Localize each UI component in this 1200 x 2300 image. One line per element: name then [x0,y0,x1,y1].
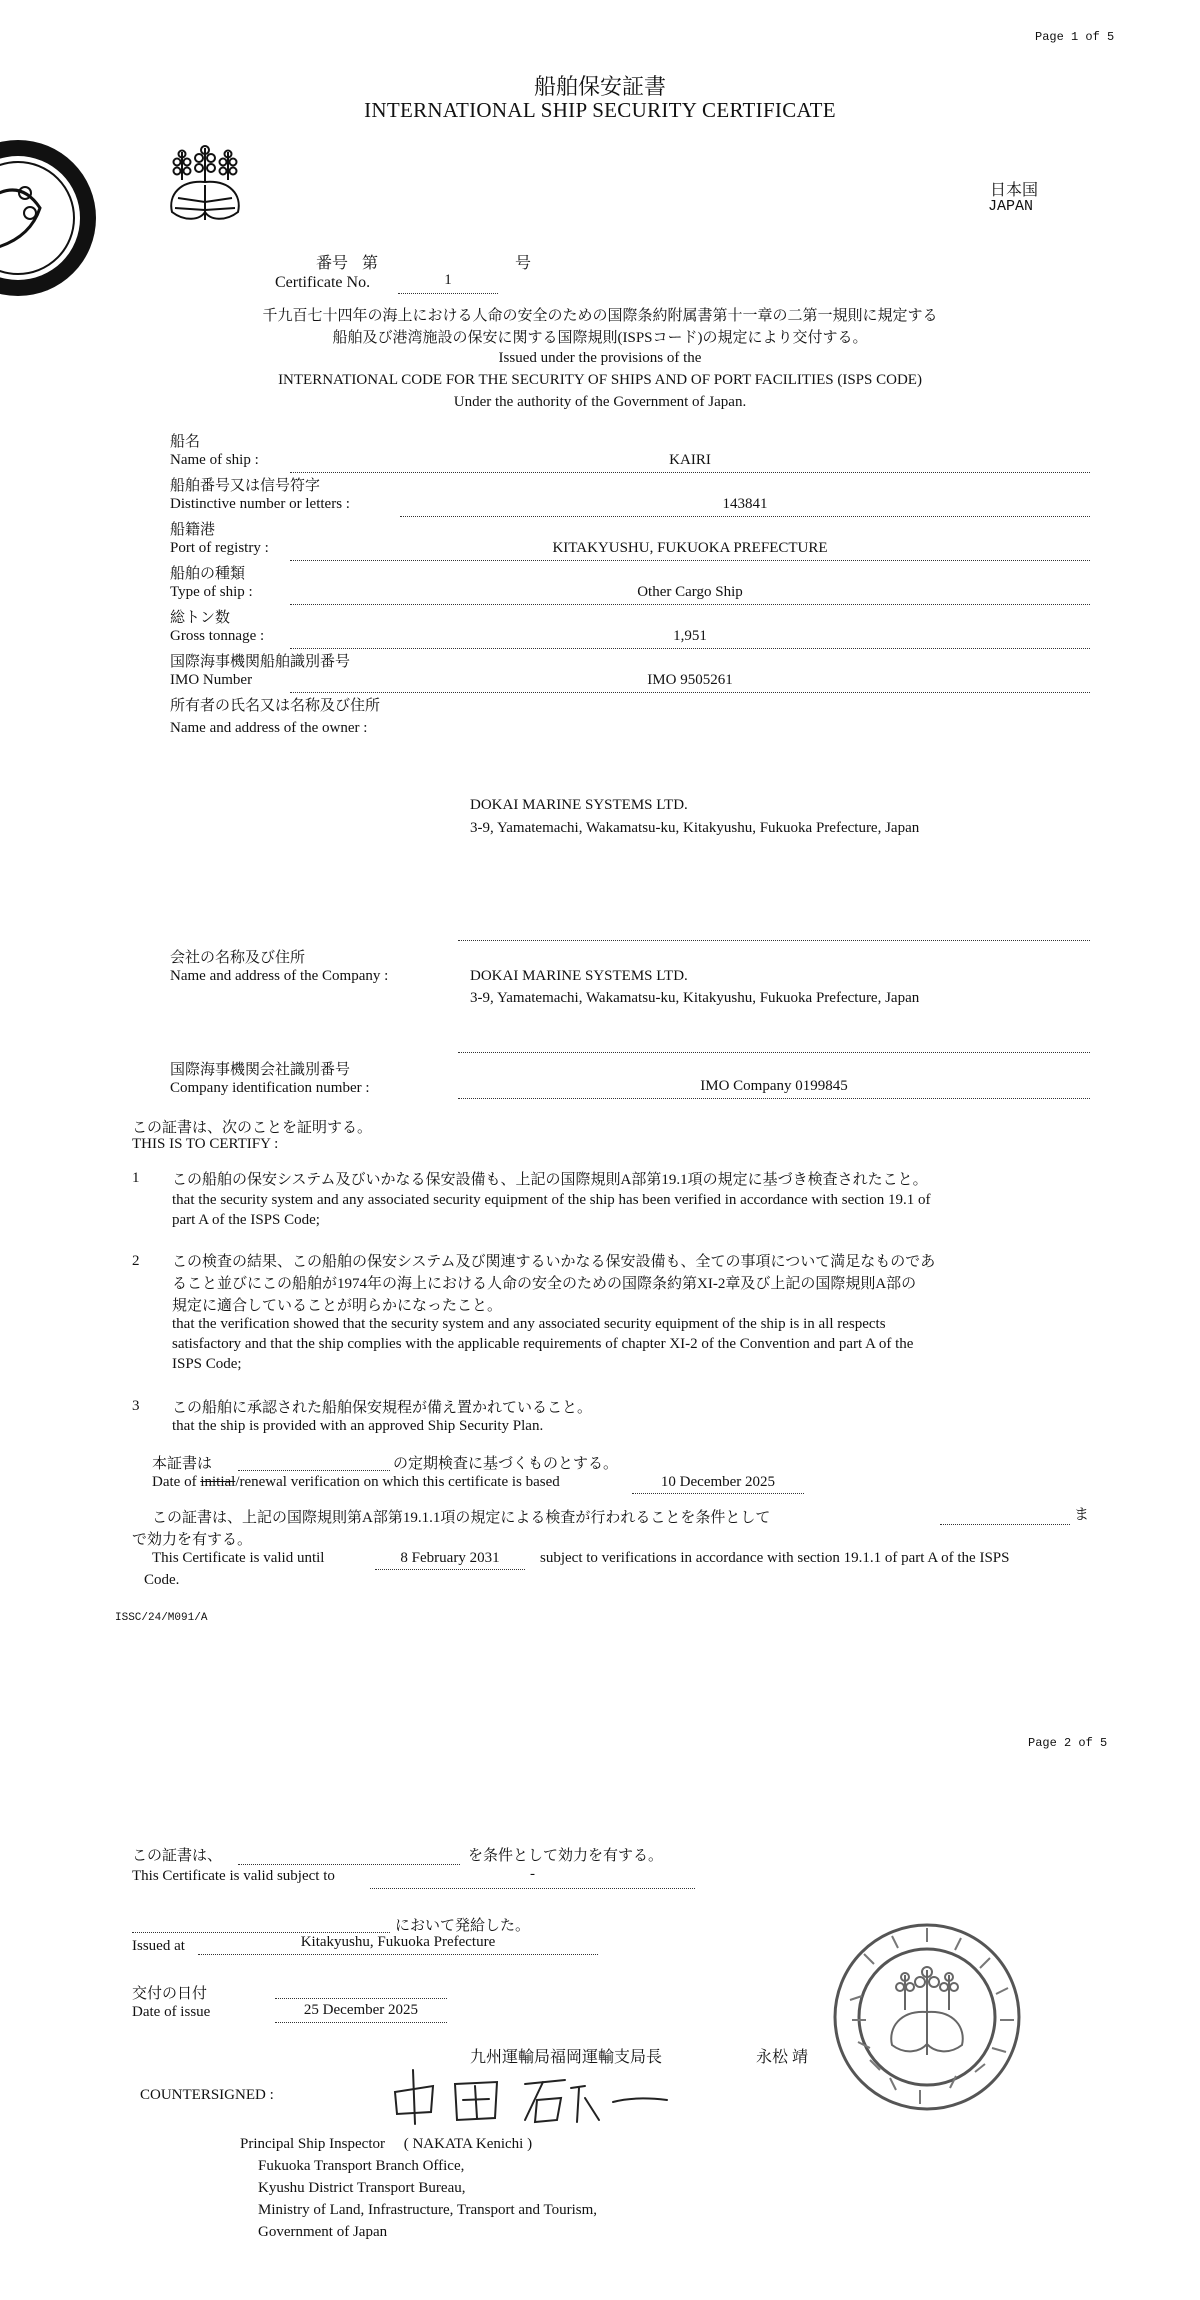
verification-jp-line [238,1470,390,1471]
inspector-line [240,2136,532,2153]
date-en: Date of issue [132,2004,211,2020]
company-id-line [458,1098,1090,1099]
date-jp: 交付の日付 [132,1986,208,2002]
owner-name: DOKAI MARINE SYSTEMS LTD. [470,797,688,813]
verification-jp-prefix: 本証書は [152,1456,213,1472]
certificate-no-label: Certificate No. [275,274,371,291]
provision-jp-2: 船舶及び港湾施設の保安に関する国際規則(ISPSコード)の規定により交付する。 [332,330,868,346]
item-2-en-3: ISPS Code; [172,1356,242,1372]
inspector-name: ( NAKATA Kenichi ) [403,2136,533,2152]
item-1-en-1: that the security system and any associated security equipment of the ship has been verified in accordance with section 19.1 of [172,1192,931,1208]
subject-jp-prefix: この証書は、 [132,1848,223,1864]
company-id-jp: 国際海事機関会社識別番号 [170,1062,351,1078]
certify-en: THIS IS TO CERTIFY : [132,1136,279,1152]
title-en: INTERNATIONAL SHIP SECURITY CERTIFICATE [364,98,836,122]
ship-name-value: KAIRI [669,452,711,468]
item-1-en-2: part A of the ISPS Code; [172,1212,320,1228]
country-en: JAPAN [988,198,1034,215]
item-1-number: 1 [132,1170,140,1186]
company-id-en: Company identification number : [170,1080,370,1096]
ship-name-en: Name of ship : [170,452,259,468]
type-value: Other Cargo Ship [637,584,743,600]
item-3-number: 3 [132,1398,140,1414]
verification-en [152,1474,560,1491]
provision-en-1: Issued under the provisions of the [498,350,702,366]
company-line [458,1052,1090,1053]
imo-line [290,692,1090,693]
distinctive-line [400,516,1090,517]
authority-jp: 九州運輸局福岡運輸支局長 [470,2049,663,2066]
distinctive-jp: 船舶番号又は信号符字 [170,478,321,494]
office-3: Ministry of Land, Infrastructure, Transport and Tourism, [258,2202,598,2218]
page-2-indicator: Page 2 of 5 [1028,1736,1108,1750]
paulownia-emblem-icon [160,140,250,230]
date-line [275,2022,447,2023]
form-code: ISSC/24/M091/A [115,1612,208,1624]
validity-jp-2: ま [1074,1507,1090,1523]
item-2-jp-1: この検査の結果、この船舶の保安システム及び関連するいかなる保安設備も、全ての事項について満足なものであ [172,1254,936,1270]
type-jp: 船舶の種類 [170,566,246,582]
validity-en-suffix: subject to verifications in accordance with section 19.1.1 of part A of the ISPS [540,1550,1010,1566]
imo-value: IMO 9505261 [647,672,733,688]
item-2-en-2: satisfactory and that the ship complies with the applicable requirements of chapter XI-2 of the Convention and part A of the [172,1336,914,1352]
subject-jp-suffix: を条件として効力を有する。 [468,1848,664,1864]
date-jp-line [275,1998,447,1999]
company-jp: 会社の名称及び住所 [170,950,306,966]
issued-value: Kitakyushu, Fukuoka Prefecture [300,1934,496,1950]
validity-en-suffix-2: Code. [144,1572,180,1588]
title-jp: 船舶保安証書 [533,74,666,99]
issued-en: Issued at [132,1938,185,1954]
issued-line [198,1954,598,1955]
imo-en: IMO Number [170,672,253,688]
company-en: Name and address of the Company : [170,968,389,984]
signature [385,2062,675,2132]
tonnage-en: Gross tonnage : [170,628,265,644]
country-jp: 日本国 [990,182,1039,199]
page-indicator: Page 1 of 5 [1035,30,1115,44]
subject-en-line [370,1888,695,1889]
number-label-jp-dai: 第 [362,255,379,272]
official-seal [830,1920,1025,2115]
owner-en: Name and address of the owner : [170,720,368,736]
validity-jp-1: この証書は、上記の国際規則第A部第19.1.1項の規定による検査が行われることを条件として [152,1510,771,1526]
tonnage-line [290,648,1090,649]
port-line [290,560,1090,561]
provision-en-3: Under the authority of the Government of Japan. [453,394,747,410]
number-label-jp-go: 号 [515,255,532,272]
item-2-jp-2: ること並びにこの船舶が1974年の海上における人命の安全のための国際条約第XI-2章及び上記の国際規則A部の [172,1276,917,1292]
provision-en-2: INTERNATIONAL CODE FOR THE SECURITY OF SHIPS AND OF PORT FACILITIES (ISPS CODE) [278,372,922,388]
provision-jp-1: 千九百七十四年の海上における人命の安全のための国際条約附属書第十一章の二第一規則に規定する [262,308,938,324]
certify-jp: この証書は、次のことを証明する。 [132,1120,373,1136]
verification-jp-suffix: の定期検査に基づくものとする。 [393,1456,619,1472]
company-id-value: IMO Company 0199845 [700,1078,848,1094]
company-address: 3-9, Yamatemachi, Wakamatsu-ku, Kitakyushu, Fukuoka Prefecture, Japan [470,990,920,1006]
issued-jp-line [132,1932,390,1933]
company-name: DOKAI MARINE SYSTEMS LTD. [470,968,688,984]
tonnage-jp: 総トン数 [170,610,231,626]
tonnage-value: 1,951 [673,628,707,644]
ship-name-jp: 船名 [170,434,201,450]
type-line [290,604,1090,605]
office-4: Government of Japan [258,2224,388,2240]
date-value: 25 December 2025 [303,2002,419,2018]
validity-en-prefix: This Certificate is valid until [152,1550,325,1566]
countersigned-label: COUNTERSIGNED : [140,2087,274,2103]
port-value: KITAKYUSHU, FUKUOKA PREFECTURE [552,540,828,556]
validity-jp-line [940,1524,1070,1525]
item-2-en-1: that the verification showed that the security system and any associated security equipment of the ship is in all respects [172,1316,886,1332]
verification-en-suffix: /renewal verification on which this certificate is based [235,1474,560,1490]
inspector-title: Principal Ship Inspector [240,2136,385,2152]
certificate-no-line [398,293,498,294]
verification-date: 10 December 2025 [660,1474,776,1490]
item-2-number: 2 [132,1253,140,1269]
distinctive-value: 143841 [722,496,768,512]
ship-name-line [290,472,1090,473]
validity-date-line [375,1569,525,1570]
owner-address: 3-9, Yamatemachi, Wakamatsu-ku, Kitakyushu, Fukuoka Prefecture, Japan [470,820,920,836]
item-1-jp: この船舶の保安システム及びいかなる保安設備も、上記の国際規則A部第19.1項の規定に基づき検査されたこと。 [172,1172,928,1188]
validity-jp-3: で効力を有する。 [132,1532,253,1548]
subject-value: - [530,1866,535,1882]
certificate-no-value: 1 [444,272,452,288]
subject-jp-line [238,1864,460,1865]
owner-line [458,940,1090,941]
office-2: Kyushu District Transport Bureau, [258,2180,466,2196]
subject-en: This Certificate is valid subject to [132,1868,335,1884]
item-3-en: that the ship is provided with an approved Ship Security Plan. [172,1418,544,1434]
office-1: Fukuoka Transport Branch Office, [258,2158,465,2174]
distinctive-en: Distinctive number or letters : [170,496,350,512]
owner-jp: 所有者の氏名又は名称及び住所 [170,698,381,714]
authority-name-jp: 永松 靖 [756,2049,809,2066]
imo-jp: 国際海事機関船舶識別番号 [170,654,351,670]
validity-date: 8 February 2031 [400,1550,500,1566]
item-2-jp-3: 規定に適合していることが明らかになったこと。 [172,1298,503,1314]
verification-date-line [632,1493,804,1494]
seal-partial-left [0,138,100,298]
item-3-jp: この船舶に承認された船舶保安規程が備え置かれていること。 [172,1400,593,1416]
issued-jp: において発給した。 [395,1918,531,1934]
number-label-jp: 番号 [316,255,349,272]
port-jp: 船籍港 [170,522,216,538]
verification-en-struck: initial [200,1474,236,1490]
type-en: Type of ship : [170,584,253,600]
verification-en-prefix: Date of [152,1474,201,1490]
port-en: Port of registry : [170,540,269,556]
